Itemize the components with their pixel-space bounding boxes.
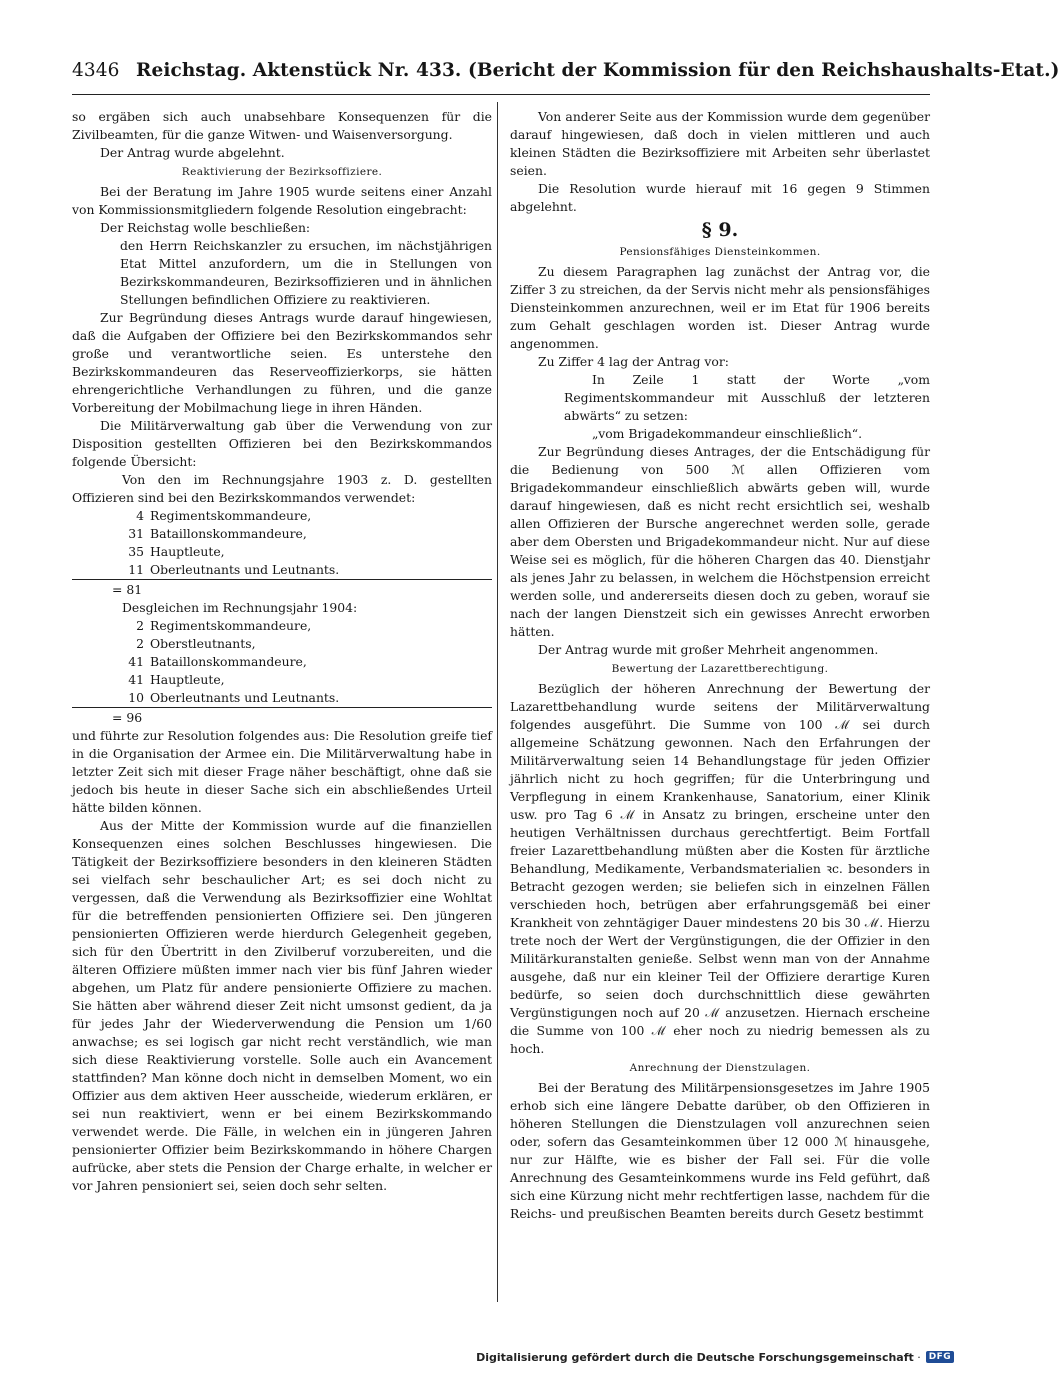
list-label: Oberleutnants und Leutnants. [150,689,492,708]
list-count: 4 [136,508,144,523]
list-count: 31 [128,526,144,541]
subheading: Reaktivierung der Bezirksoffiziere. [181,166,383,178]
paragraph: so ergäben sich auch unabsehbare Konsequenzen für die Zivilbeamten, für die ganze Witwen- und Waisenversorgung. [72,109,492,142]
footer-credit: Digitalisierung gefördert durch die Deutsche Forschungsgemeinschaft · DFG [476,1348,954,1366]
list-count: 35 [128,544,144,559]
paragraph: und führte zur Resolution folgendes aus: Die Resolution greife tief in die Organisation der Armee ein. Die Militärverwaltung habe in letzter Zeit sich mit dieser Frage näher beschäftigt, ohne daß sie jedoch bis heute in dieser Sache sich ein abschließendes Urteil hätte bilden können. [72,728,492,815]
list-count: 2 [136,636,144,651]
list-item [72,561,492,580]
list-item [72,617,492,635]
list-label: Bataillonskommandeure, [150,654,307,669]
list-count: 11 [72,561,150,580]
list-item [72,507,492,525]
footer-text: Digitalisierung gefördert durch die Deutsche Forschungsgemeinschaft [476,1350,914,1364]
dfg-logo-icon: DFG [926,1351,954,1363]
amendment-text: „vom Brigadekommandeur einschließlich“. [592,426,863,441]
list-total: = 96 [112,710,143,725]
list-label: Regimentskommandeure, [150,618,312,633]
paragraph: Von den im Rechnungsjahre 1903 z. D. gestellten Offizieren sind bei den Bezirkskommandos verwendet: [72,472,492,505]
paragraph: Bei der Beratung des Militärpensionsgesetzes im Jahre 1905 erhob sich eine längere Debatte darüber, ob den Offizieren in höheren Stellungen die Dienstzulagen voll anzurechnen seien oder, sofern das Gesamteinkommen über 12 000 ℳ hinausgehe, nur zur Hälfte, wie es bisher der Fall sei. Für die volle Anrechnung des Gesamteinkommens wurde ins Feld geführt, daß sich eine Kürzung nicht mehr rechtfertigen lasse, nachdem für die Reichs- und preußischen Beamten bereits durch Gesetz bestimmt [510,1080,930,1221]
list-count: 10 [72,689,150,708]
list-label: Oberstleutnants, [150,636,256,651]
motion-heading: Der Reichstag wolle beschließen: [100,220,311,235]
header-title: Reichstag. Aktenstück Nr. 433. (Bericht der Kommission für den Reichshaushalts-Etat.) [136,60,1059,81]
list-label: Hauptleute, [150,672,225,687]
list-label: Oberleutnants und Leutnants. [150,561,492,580]
list-count: 41 [128,672,144,687]
right-column [510,108,930,1308]
paragraph: Zu Ziffer 4 lag der Antrag vor: [538,354,729,369]
list-count: 2 [136,618,144,633]
paragraph: Zur Begründung dieses Antrages, der die Entschädigung für die Bedienung von 500 ℳ allen Offizieren vom Brigadekommandeur einschließlich abwärts geben will, wurde darauf hingewiesen, daß es nicht recht ersichtlich sei, weshalb allen Offizieren der Bursche angerechnet werden solle, gerade aber dem Obersten und Brigadekommandeur nicht. Nur auf diese Weise sei es möglich, für die höheren Chargen das 40. Dienstjahr als jenes Jahr zu belassen, in welchem die Höchstpension erreicht werden solle, und andererseits diesen doch zu geben, worauf sie nach der langen Dienstzeit sich ein gewisses Anrecht erworben hätten. [510,444,930,639]
officer-list-1903 [72,507,492,599]
page-number: 4346 [72,60,120,81]
list-item [72,671,492,689]
page-header [72,60,1059,88]
header-rule [72,94,930,95]
paragraph: Bei der Beratung im Jahre 1905 wurde seitens einer Anzahl von Kommissionsmitgliedern folgende Resolution eingebracht: [72,184,492,217]
list-count: 41 [128,654,144,669]
officer-list-1904 [72,617,492,727]
list-label: Hauptleute, [150,544,225,559]
subheading: Anrechnung der Dienstzulagen. [629,1062,811,1074]
amendment-text: In Zeile 1 statt der Worte „vom Regimentskommandeur mit Ausschluß der letzteren abwärts“ zu setzen: [564,372,930,423]
subheading: Pensionsfähiges Diensteinkommen. [619,246,821,258]
left-column [72,108,492,1308]
subheading: Bewertung der Lazarettberechtigung. [611,663,829,675]
list-total: = 81 [112,582,143,597]
list-label: Regimentskommandeure, [150,508,312,523]
list-item [72,525,492,543]
paragraph: Von anderer Seite aus der Kommission wurde dem gegenüber darauf hingewiesen, daß doch in vielen mittleren und auch kleinen Städten die Bezirksoffiziere mit Arbeiten sehr überlastet seien. [510,109,930,178]
list-item [72,543,492,561]
list-item [72,689,492,708]
motion-text: den Herrn Reichskanzler zu ersuchen, im nächstjährigen Etat Mittel anzufordern, um die in Stellungen von Bezirkskommandeuren, Bezirksoffizieren und in ähnlichen Stellungen befindlichen Offiziere zu reaktivieren. [120,238,492,307]
paragraph: Bezüglich der höheren Anrechnung der Bewertung der Lazarettbehandlung wurde seitens der Militärverwaltung folgendes ausgeführt. Die Summe von 100 ℳ sei durch allgemeine Schätzung gewonnen. Nach den Erfahrungen der Militärverwaltung seien 14 Behandlungstage für jeden Offizier jährlich nicht zu hoch gegriffen; für die Unterbringung und Verpflegung in einem Krankenhause, Sanatorium, einer Klinik usw. pro Tag 6 ℳ in Ansatz zu bringen, erscheine unter den heutigen Verhältnissen durchaus gerechtfertigt. Beim Fortfall freier Lazarettbehandlung müßten aber die Kosten für ärztliche Behandlung, Medikamente, Verbandsmaterialien ꝛc. besonders in Betracht gezogen werden; sie beliefen sich in einzelnen Fällen verschieden hoch, betrügen aber erfahrungsgemäß bei einer Krankheit von zehntägiger Dauer mindestens 20 bis 30 ℳ. Hierzu trete noch der Wert der Vergünstigungen, die der Offizier in den Militärkuranstalten genieße. Selbst wenn man von der Annahme ausgehe, daß nur ein kleiner Teil der Offiziere derartige Kuren bedürfe, so seien doch durchschnittlich diese gewährten Vergünstigungen noch auf 20 ℳ anzusetzen. Hiernach erscheine die Summe von 100 ℳ eher noch zu niedrig bemessen als zu hoch. [510,681,930,1056]
section-heading: § 9. [701,219,739,241]
paragraph: Zu diesem Paragraphen lag zunächst der Antrag vor, die Ziffer 3 zu streichen, da der Servis nicht mehr als pensionsfähiges Diensteinkommen anzurechnen, weil er im Etat für 1906 bereits zum Gehalt geschlagen worden ist. Dieser Antrag wurde angenommen. [510,264,930,351]
paragraph: Zur Begründung dieses Antrags wurde darauf hingewiesen, daß die Aufgaben der Offiziere bei den Bezirkskommandos sehr große und verantwortliche seien. Es unterstehe den Bezirkskommandeuren das Reserveoffizierkorps, sie hätten ehrengerichtliche Verhandlungen zu führen, und die ganze Vorbereitung der Mobilmachung liege in ihren Händen. [72,310,492,415]
list-item [72,635,492,653]
column-divider [497,102,498,1302]
list-item [72,653,492,671]
list-label: Bataillonskommandeure, [150,526,307,541]
paragraph: Die Militärverwaltung gab über die Verwendung von zur Disposition gestellten Offizieren bei den Bezirkskommandos folgende Übersicht: [72,418,492,469]
paragraph: Der Antrag wurde abgelehnt. [100,145,285,160]
paragraph: Der Antrag wurde mit großer Mehrheit angenommen. [538,642,879,657]
paragraph: Desgleichen im Rechnungsjahr 1904: [122,600,358,615]
paragraph: Aus der Mitte der Kommission wurde auf die finanziellen Konsequenzen eines solchen Beschlusses hingewiesen. Die Tätigkeit der Bezirksoffiziere besonders in den kleineren Städten sei vielfach sehr beschaulicher Art; es sei doch nicht zu vergessen, daß die Verwendung als Bezirksoffizier eine Wohltat für die betreffenden pensionierten Offiziere sei. Den jüngeren pensionierten Offizieren werde hierdurch Gelegenheit gegeben, sich für den Übertritt in den Zivilberuf vorzubereiten, und die älteren Offiziere müßten immer nach vier bis fünf Jahren wieder abgehen, um Platz für andere pensionierte Offiziere zu machen. Sie hätten aber während dieser Zeit nicht umsonst gedient, da ja für jedes Jahr der Wiederverwendung die Pension um 1/60 anwachse; es sei logisch gar nicht recht verständlich, wie man sich diese Reaktivierung vorstelle. Solle auch ein Avancement stattfinden? Man könne doch nicht in demselben Moment, wo ein Offizier aus dem aktiven Heer ausscheide, wiederum erklären, er sei nun reaktiviert, wenn er bei einem Bezirkskommando verwendet werde. Die Fälle, in welchen ein in jüngeren Jahren pensionierter Offizier beim Bezirkskommando in höhere Chargen aufrücke, aber stets die Pension der Charge erhalte, in welcher er vor Jahren pensioniert sei, seien doch sehr selten. [72,818,492,1193]
paragraph: Die Resolution wurde hierauf mit 16 gegen 9 Stimmen abgelehnt. [510,181,930,214]
